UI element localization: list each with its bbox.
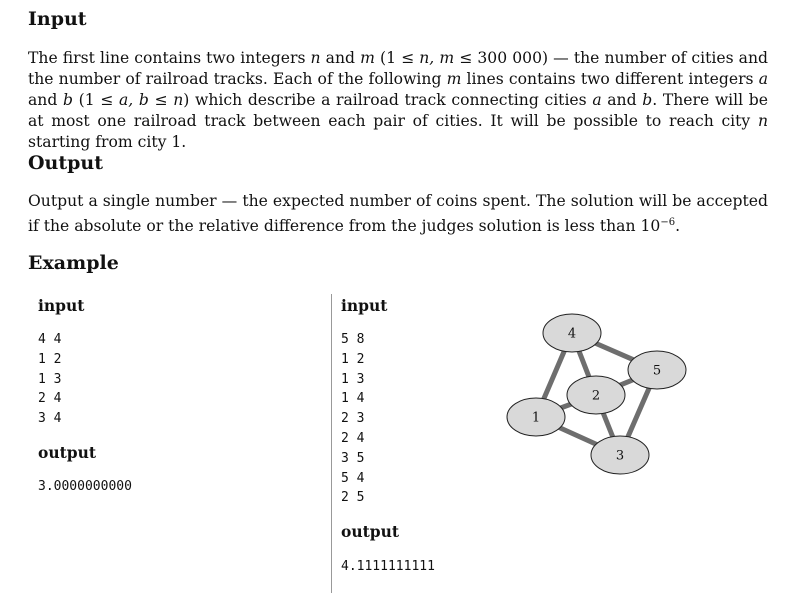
graph-node-label: 4: [567, 326, 577, 342]
example2-input-label: input: [341, 296, 388, 315]
output-description: Output a single number — the expected number of coins spent. The solution will be accepted if the absolute or the relative difference from the judges solution is less than $10^{-6}$.: [28, 192, 768, 236]
example2-output-label: output: [341, 522, 400, 541]
example1-input-label: input: [38, 296, 85, 315]
example-graph: [500, 310, 700, 480]
example2-input: 5 8 1 2 1 3 1 4 2 3 2 4 3 5 5 4 2 5: [341, 332, 365, 506]
example1-input: 4 4 1 2 1 3 2 4 3 4: [38, 332, 62, 427]
input-description: The first line contains two integers n and m (1 ≤ n, m ≤ 300 000) — the number of cities and the number of railroad tracks. Each of the following m lines contains two different integers a and b (1 ≤ a, b ≤ n) which describe a railroad track connecting cities a and b. There will be at most one railroad track between each pair of cities. It will be possible to reach city n starting from city 1.: [28, 49, 769, 151]
example1-output-label: output: [38, 443, 97, 462]
graph-node-label: 1: [531, 410, 541, 426]
example1-output: 3.0000000000: [38, 479, 132, 494]
example-divider: [331, 294, 332, 593]
output-heading: Output: [28, 152, 104, 174]
input-heading: Input: [28, 8, 87, 30]
example2-output: 4.1111111111: [341, 559, 435, 574]
graph-node-label: 3: [615, 448, 625, 464]
graph-node-label: 2: [591, 388, 601, 404]
example-heading: Example: [28, 252, 119, 274]
graph-node-label: 5: [652, 363, 662, 379]
